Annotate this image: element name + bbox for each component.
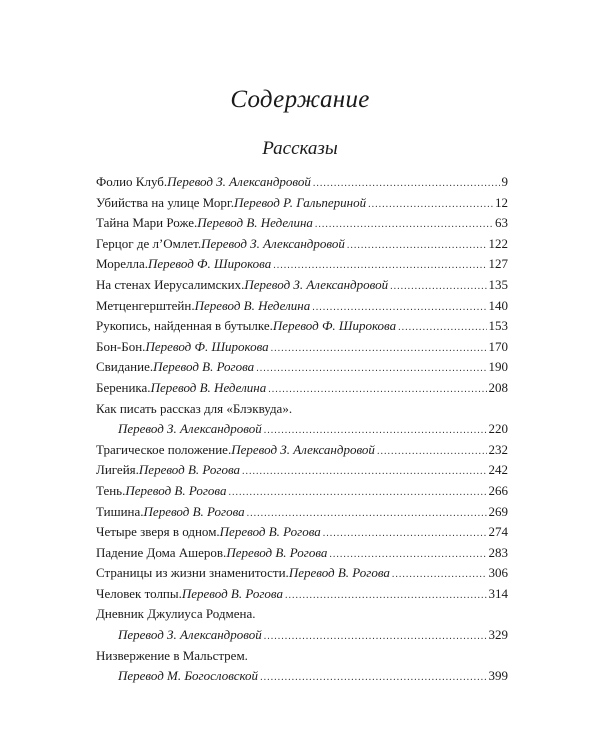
dot-leader <box>329 545 486 566</box>
translator: Перевод Ф. Широкова <box>145 338 269 354</box>
dot-leader <box>392 565 487 586</box>
story-title: Свидание. <box>96 359 154 375</box>
toc-entry <box>96 378 508 399</box>
story-title: Тайна Мари Роже. <box>96 215 198 231</box>
dot-leader <box>264 421 487 442</box>
toc-entry <box>96 584 508 605</box>
story-title: Метценгерштейн. <box>96 297 195 313</box>
translator: Перевод З. Александровой <box>118 421 262 437</box>
translator: Перевод Ф. Широкова <box>148 256 272 272</box>
page-number: 208 <box>488 379 508 395</box>
translator: Перевод З. Александровой <box>244 276 389 292</box>
translator: Перевод В. Рогова <box>125 482 227 498</box>
translator: Перевод З. Александровой <box>118 627 262 643</box>
translator: Перевод В. Рогова <box>288 565 390 581</box>
page-number: 63 <box>495 215 508 231</box>
page-number: 306 <box>488 565 508 581</box>
story-title: Низвержение в Мальстрем. <box>96 647 248 663</box>
toc-entry <box>96 275 508 296</box>
page-number: 329 <box>488 627 508 643</box>
dot-leader <box>228 483 486 504</box>
toc-entry <box>96 316 508 337</box>
page-number: 9 <box>501 174 508 189</box>
translator: Перевод З. Александровой <box>231 441 375 457</box>
page-number: 190 <box>488 359 508 375</box>
dot-leader <box>323 524 487 545</box>
page-number: 140 <box>488 297 508 313</box>
translator: Перевод З. Александровой <box>201 235 345 251</box>
toc-entry <box>96 254 508 275</box>
story-title: Береника. <box>96 379 151 395</box>
toc-entry <box>96 357 508 378</box>
dot-leader <box>313 174 500 195</box>
dot-leader <box>377 442 487 463</box>
dot-leader <box>260 668 486 689</box>
dot-leader <box>264 627 487 648</box>
toc-entry-title-line <box>96 399 508 420</box>
story-title: Бон-Бон. <box>96 338 146 354</box>
dot-leader <box>285 586 487 607</box>
toc-entry-translator-line <box>96 419 508 440</box>
dot-leader <box>247 504 487 525</box>
dot-leader <box>271 339 487 360</box>
section-title: Рассказы <box>262 138 338 159</box>
page-number: 135 <box>488 276 508 292</box>
toc-entry <box>96 213 508 234</box>
translator: Перевод В. Рогова <box>153 359 255 375</box>
translator: Перевод В. Рогова <box>181 585 283 601</box>
toc-entry-translator-line <box>96 625 508 646</box>
translator: Перевод В. Неделина <box>150 379 267 395</box>
story-title: Лигейя. <box>96 462 139 478</box>
toc-entry <box>96 460 508 481</box>
page-number: 266 <box>488 482 508 498</box>
toc-entry <box>96 172 508 193</box>
translator: Перевод В. Рогова <box>143 503 245 519</box>
page-number: 242 <box>488 462 508 478</box>
toc-entry-translator-line <box>96 666 508 687</box>
dot-leader <box>347 236 487 257</box>
page-number: 269 <box>488 503 508 519</box>
dot-leader <box>273 256 486 277</box>
translator: Перевод В. Неделина <box>197 215 313 231</box>
story-title: Герцог де л’Омлет. <box>96 235 202 251</box>
story-title: Четыре зверя в одном. <box>96 524 220 540</box>
toc-entry <box>96 234 508 255</box>
page-title: Содержание <box>230 86 370 113</box>
page-number: 274 <box>488 524 508 540</box>
dot-leader <box>315 215 493 236</box>
page-number: 399 <box>488 668 508 684</box>
story-title: Морелла. <box>96 256 148 272</box>
page-number: 170 <box>488 338 508 354</box>
page-number: 283 <box>488 544 508 560</box>
story-title: Как писать рассказ для «Блэквуда». <box>96 400 293 416</box>
toc-entry <box>96 481 508 502</box>
toc-entry <box>96 193 508 214</box>
page-number: 314 <box>488 585 508 601</box>
translator: Перевод Р. Гальпериной <box>234 194 367 210</box>
page-number: 153 <box>488 318 508 334</box>
dot-leader <box>390 277 486 298</box>
table-of-contents <box>96 172 508 687</box>
story-title: Страницы из жизни знаменитости. <box>96 565 289 581</box>
page-number: 12 <box>495 194 508 210</box>
translator: Перевод В. Рогова <box>138 462 240 478</box>
dot-leader <box>312 298 486 319</box>
story-title: Человек толпы. <box>96 585 182 601</box>
toc-entry <box>96 337 508 358</box>
story-title: На стенах Иерусалимских. <box>96 276 245 292</box>
translator: Перевод З. Александровой <box>167 174 311 189</box>
page-number: 220 <box>488 421 508 437</box>
toc-entry <box>96 296 508 317</box>
page-number: 232 <box>488 441 508 457</box>
story-title: Фолио Клуб. <box>96 174 168 189</box>
translator: Перевод В. Неделина <box>194 297 311 313</box>
translator: Перевод В. Рогова <box>219 524 321 540</box>
toc-entry <box>96 543 508 564</box>
dot-leader <box>256 359 486 380</box>
dot-leader <box>398 318 486 339</box>
translator: Перевод В. Рогова <box>226 544 328 560</box>
toc-entry <box>96 502 508 523</box>
toc-entry-title-line <box>96 604 508 625</box>
toc-entry <box>96 563 508 584</box>
story-title: Убийства на улице Морг. <box>96 194 235 210</box>
translator: Перевод М. Богословской <box>118 668 259 684</box>
translator: Перевод Ф. Широкова <box>272 318 397 334</box>
toc-entry <box>96 440 508 461</box>
story-title: Тень. <box>96 482 126 498</box>
story-title: Рукопись, найденная в бутылке. <box>96 318 273 334</box>
toc-entry <box>96 522 508 543</box>
dot-leader <box>368 195 493 216</box>
dot-leader <box>268 380 486 401</box>
page-number: 122 <box>488 235 508 251</box>
story-title: Тишина. <box>96 503 144 519</box>
dot-leader <box>242 462 487 483</box>
story-title: Трагическое положение. <box>96 441 232 457</box>
story-title: Дневник Джулиуса Родмена. <box>96 606 256 622</box>
page-number: 127 <box>488 256 508 272</box>
toc-entry-title-line <box>96 646 508 667</box>
story-title: Падение Дома Ашеров. <box>96 544 227 560</box>
